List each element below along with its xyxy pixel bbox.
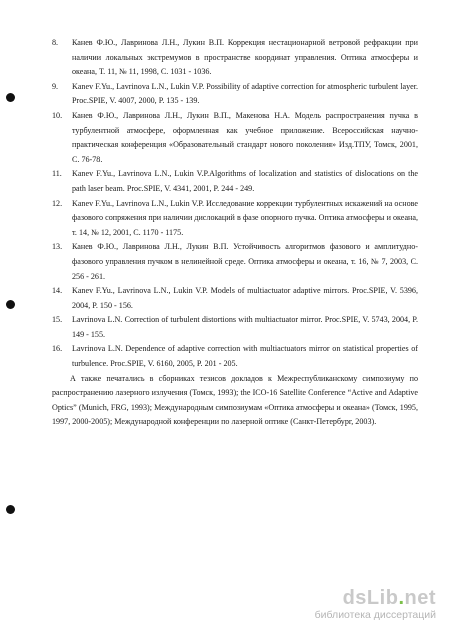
reference-text: Kanev F.Yu., Lavrinova L.N., Lukin V.P. Исследование коррекции турбулентных искажений на основе фазового сопряжения при наличии дислокаций в фазе опорного пучка. Оптика атмосферы и океана, т. 14, № 12, 2001, С. 1170 - 1175.: [72, 198, 418, 237]
reference-number: 11.: [52, 169, 62, 179]
binder-hole: [6, 93, 15, 102]
reference-number: 10.: [52, 110, 63, 120]
reference-item: [52, 36, 418, 80]
closing-paragraph: А также печатались в сборниках тезисов докладов к Межреспубликанскому симпозиуму по распространению лазерного излучения (Томск, 1993); the ICO-16 Satellite Conference “Active and Adaptive Optics” (Munich, FRG, 1993); Международным симпозиумам «Оптика атмосферы и океана» (Томск, 1995, 1997, 2000-2005); Международной конференции по лазерной оптике (Санкт-Петербург, 2003).: [52, 373, 418, 427]
binder-hole: [6, 300, 15, 309]
reference-item: [52, 342, 418, 371]
reference-text: Kanev F.Yu., Lavrinova L.N., Lukin V.P.Algorithms of localization and statistics of dislocations on the path laser beam. Proc.SPIE, V. 4341, 2001, P. 244 - 249.: [72, 169, 418, 193]
reference-text: Kanev F.Yu., Lavrinova L.N., Lukin V.P. Models of multiactuator adaptive mirrors. Proc.SPIE, V. 5396, 2004, P. 150 - 156.: [72, 286, 418, 310]
reference-text: Канев Ф.Ю., Лавринова Л.Н., Лукин В.П. Устойчивость алгоритмов фазового и амплитудно-фазового управления пучком в нелинейной среде. Оптика атмосферы и океана, т. 16, № 7, 2003, С. 256 - 261.: [72, 242, 418, 281]
watermark-subtitle: библиотека диссертаций: [314, 609, 436, 621]
watermark-logo: [315, 588, 436, 608]
reference-number: 15.: [52, 315, 63, 325]
reference-number: 14.: [52, 286, 63, 296]
reference-item: [52, 197, 418, 241]
reference-text: Lavrinova L.N. Dependence of adaptive correction with multiactuators mirror on statistical properties of turbulence. Proc.SPIE, V. 6160, 2005, P. 201 - 205.: [72, 344, 418, 369]
reference-item: [52, 167, 418, 196]
watermark-logo-main: dsLib: [342, 587, 399, 609]
reference-item: [52, 284, 418, 313]
reference-number: 13.: [52, 242, 63, 252]
reference-item: [52, 80, 418, 109]
watermark-logo-dot: .: [398, 587, 405, 609]
watermark: [315, 588, 436, 621]
reference-item: [52, 313, 418, 342]
reference-number: 16.: [52, 344, 63, 354]
reference-text: Канев Ф.Ю., Лавринова Л.Н., Лукин В.П. Коррекция нестационарной ветровой рефракции при наличии локальных экстремумов в пространстве координат управления. Оптика атмосферы и океана, Т. 11, № 11, 1998, С. 1031 - 1036.: [72, 38, 418, 77]
watermark-logo-tld: net: [404, 587, 436, 609]
reference-item: [52, 240, 418, 284]
reference-item: [52, 109, 418, 167]
binder-hole: [6, 505, 15, 514]
reference-number: 8.: [52, 38, 59, 47]
reference-text: Канев Ф.Ю., Лавринова Л.Н., Лукин В.П., Макенова Н.А. Модель распространения пучка в турбулентной атмосфере, оформленная как учебное приложение. Всероссийская научно-практическая конференция «Образовательный стандарт нового поколения» Изд.ТПУ, Томск, 2001, С. 76-78.: [72, 110, 418, 164]
reference-list: [52, 36, 418, 430]
reference-number: 9.: [52, 81, 59, 91]
reference-text: Lavrinova L.N. Correction of turbulent distortions with multiactuator mirror. Proc.SPIE, V. 5743, 2004, P. 149 - 155.: [72, 315, 418, 339]
reference-number: 12.: [52, 198, 63, 208]
reference-text: Kanev F.Yu., Lavrinova L.N., Lukin V.P. Possibility of adaptive correction for atmospheric turbulent layer. Proc.SPIE, V. 4007, 2000, P. 135 - 139.: [72, 81, 418, 106]
